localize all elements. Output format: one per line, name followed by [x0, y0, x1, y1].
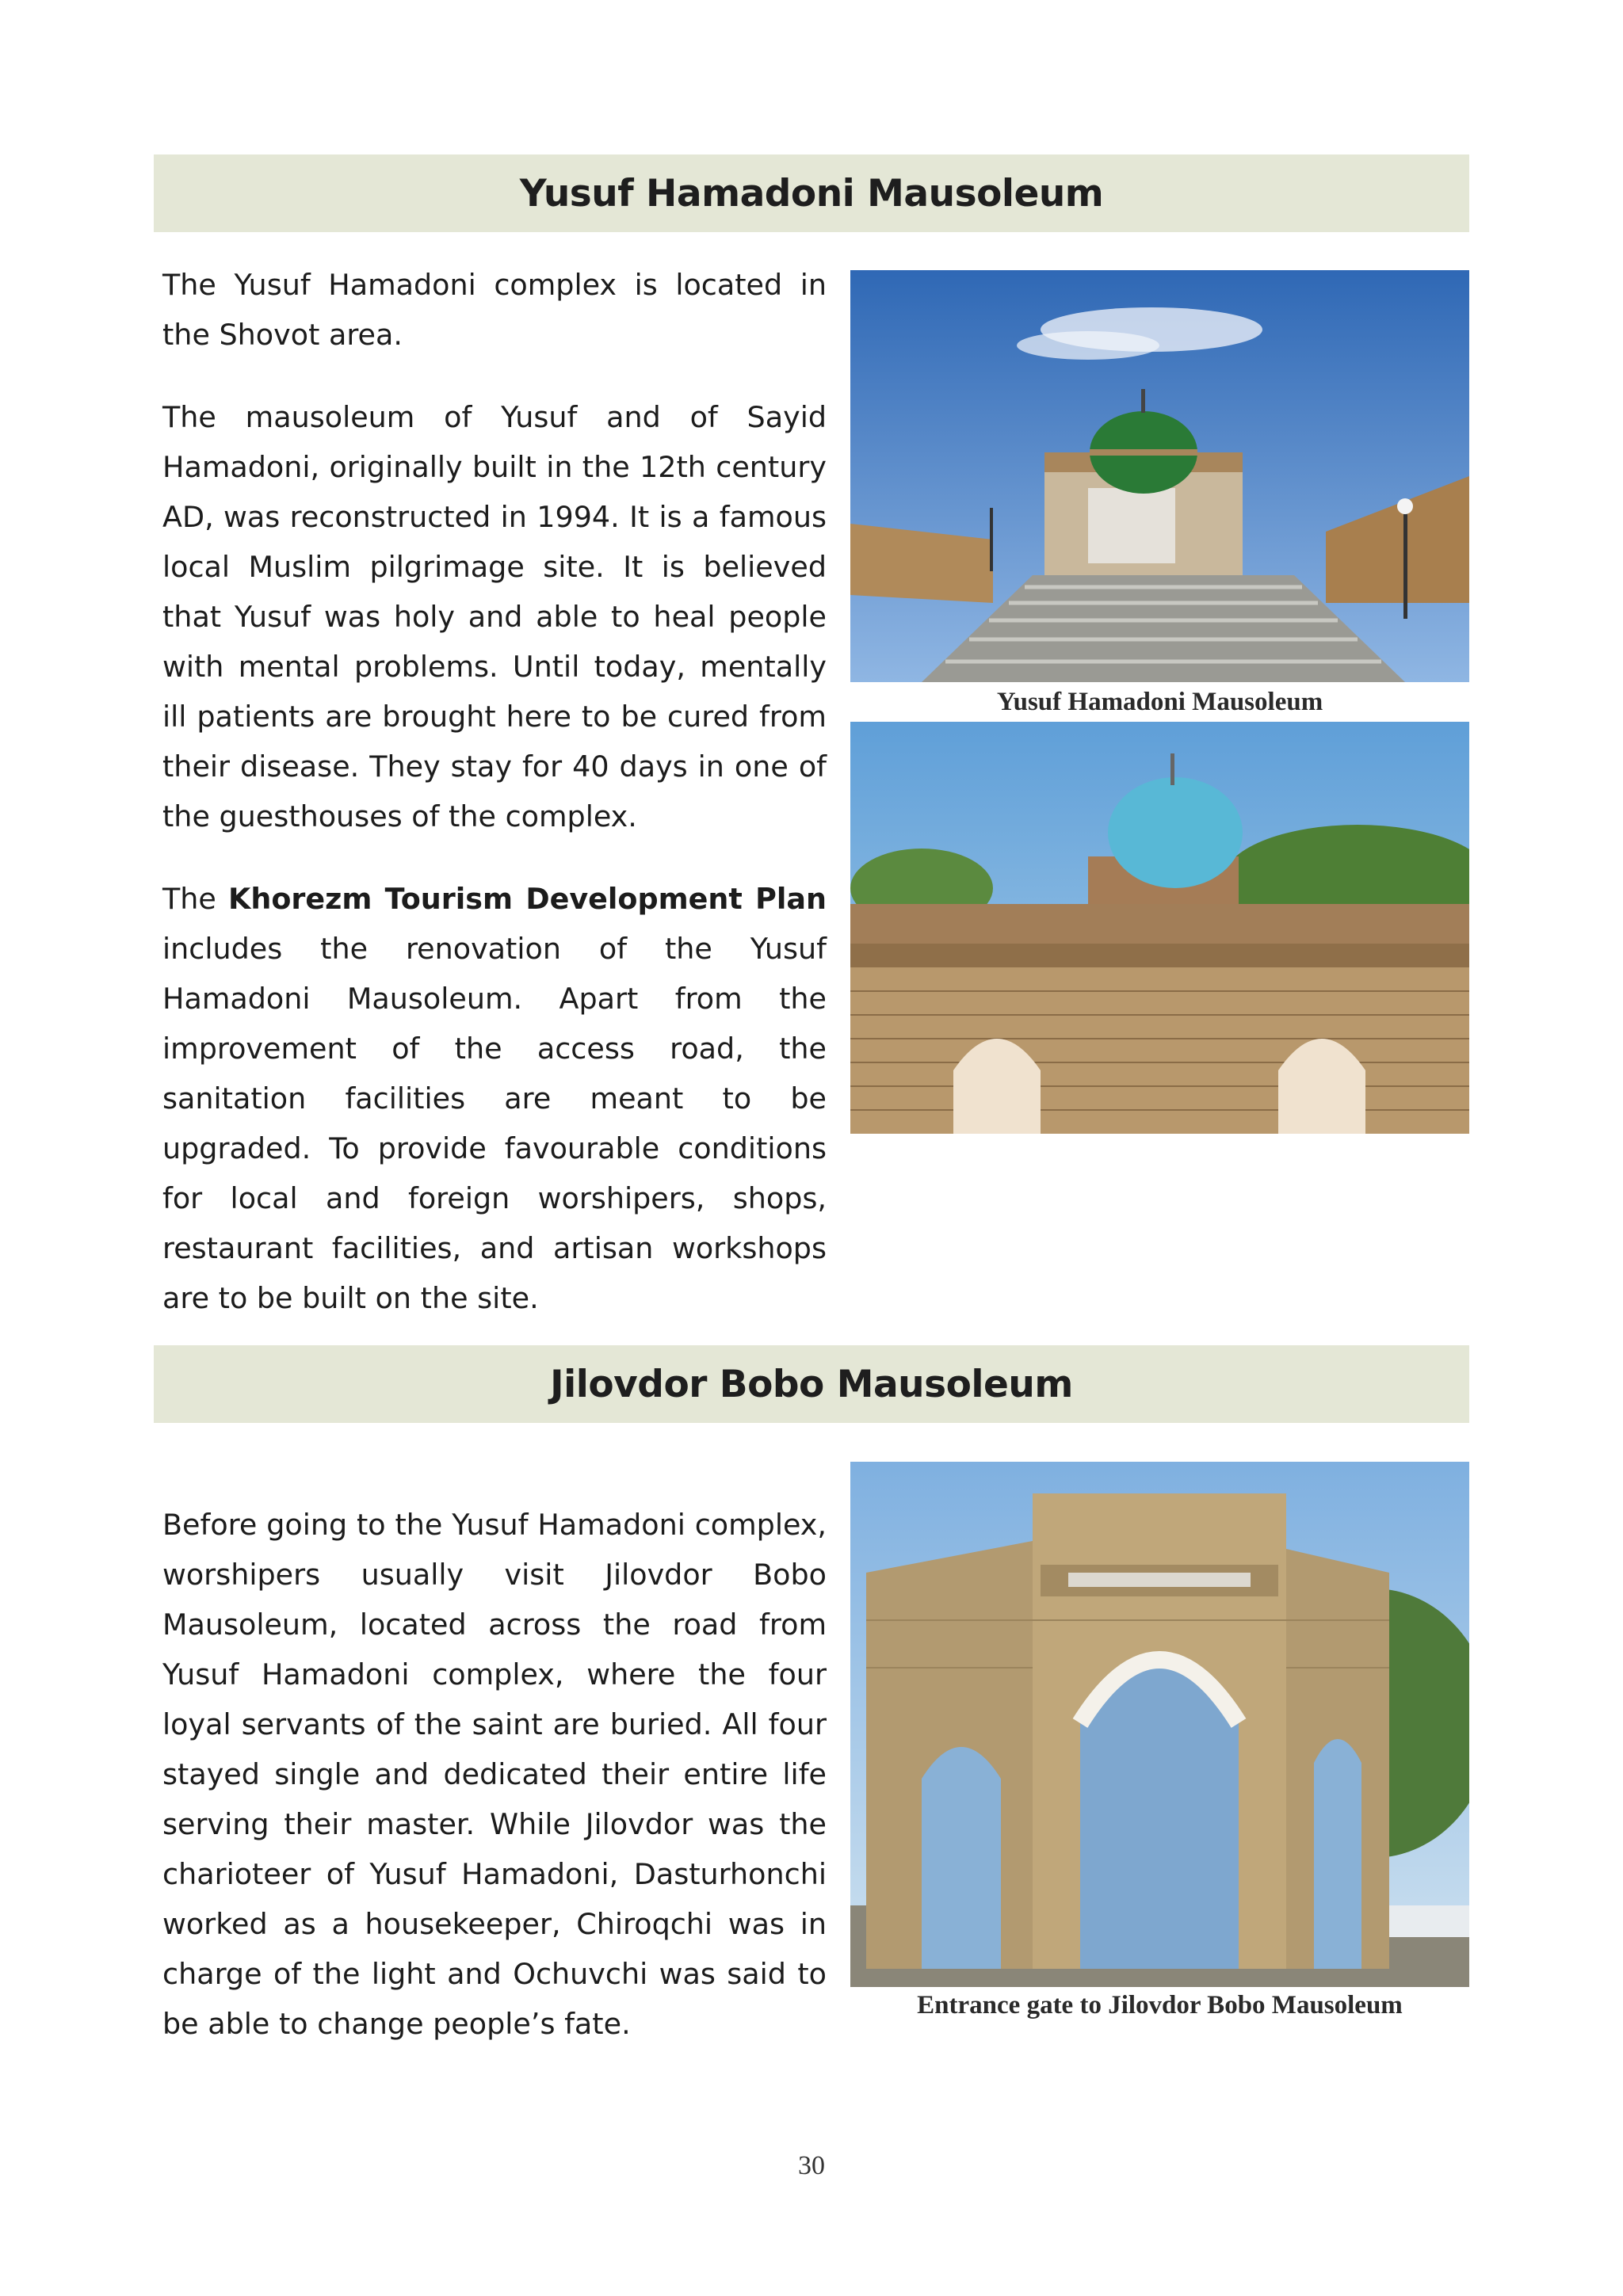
section-title: Jilovdor Bobo Mausoleum — [550, 1362, 1073, 1406]
section-heading-jilovdor — [154, 1345, 1469, 1423]
section-heading-yusuf — [154, 154, 1469, 232]
paragraph: The mausoleum of Yusuf and of Sayid Hamadoni, originally built in the 12th century AD, was reconstructed in 1994. It is a famous local Muslim pilgrimage site. It is believed that Yusuf was holy and able to heal people with mental problems. Until today, mentally ill patients are brought here to be cured from their disease. They stay for 40 days in one of the guesthouses of the complex. — [162, 400, 827, 833]
photo-jilovdor-gate — [850, 1462, 1469, 1987]
photo-caption: Yusuf Hamadoni Mausoleum — [996, 688, 1323, 716]
paragraph-rest: includes the renovation of the Yusuf Hamadoni Mausoleum. Apart from the improvement of the access road, the sanitation facilities are meant to be upgraded. To provide favourable conditions for local and foreign worshipers, shops, restaurant facilities, and artisan workshops are to be built on the site. — [162, 932, 827, 1315]
section-body-yusuf — [162, 260, 827, 1356]
paragraph: The Yusuf Hamadoni complex is located in the Shovot area. — [162, 268, 827, 352]
photo-caption: Entrance gate to Jilovdor Bobo Mausoleum — [917, 1991, 1403, 2019]
paragraph — [162, 874, 827, 1323]
paragraph: Before going to the Yusuf Hamadoni complex, worshipers usually visit Jilovdor Bobo Mausoleum, located across the road from Yusuf Hamadoni complex, where the four loyal servants of the saint are buried. All four stayed single and dedicated their entire life serving their master. While Jilovdor was the charioteer of Yusuf Hamadoni, Dasturhonchi worked as a housekeeper, Chiroqchi was in charge of the light and Ochuvchi was said to be able to change people’s fate. — [162, 1508, 827, 2041]
section-title: Yusuf Hamadoni Mausoleum — [519, 171, 1104, 215]
photo-blue-dome — [850, 722, 1469, 1134]
paragraph-lead: The — [162, 882, 229, 916]
photo-yusuf-mausoleum — [850, 270, 1469, 682]
page-number: 30 — [798, 2151, 825, 2180]
plan-name: Khorezm Tourism Development Plan — [228, 882, 827, 916]
section-body-jilovdor — [162, 1500, 827, 2081]
